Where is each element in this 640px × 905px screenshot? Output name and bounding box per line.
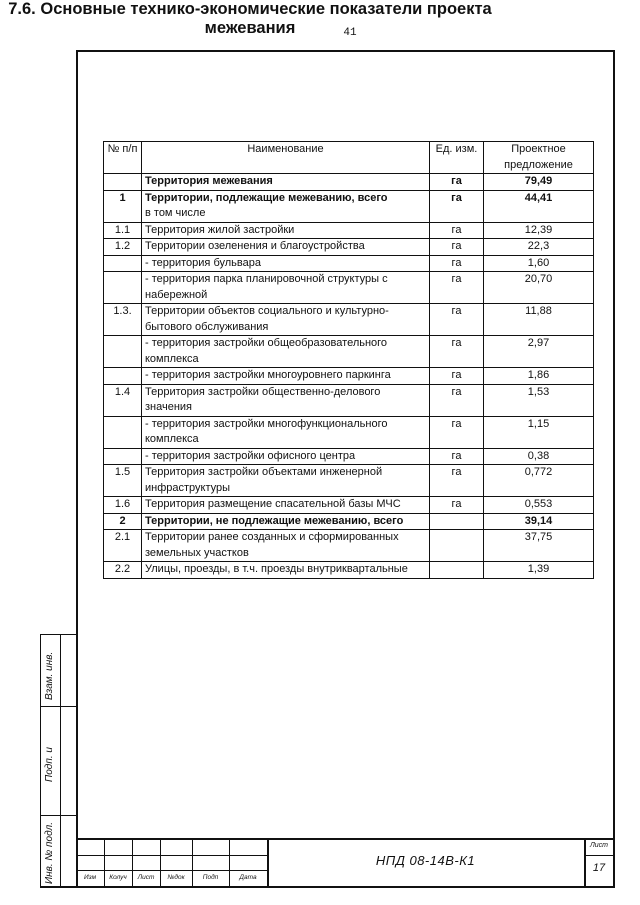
row-name-cell bbox=[142, 222, 430, 239]
row-name: - территория застройки многофункционального комплекса bbox=[145, 417, 388, 445]
row-subtext: в том числе bbox=[145, 207, 206, 219]
sheet-number: 17 bbox=[592, 862, 606, 874]
row-num: 2 bbox=[104, 513, 142, 530]
table-row bbox=[104, 465, 594, 497]
row-value: 0,772 bbox=[484, 465, 594, 497]
row-unit: га bbox=[430, 174, 484, 191]
table-row bbox=[104, 336, 594, 368]
row-num: 2.1 bbox=[104, 530, 142, 562]
table-row bbox=[104, 272, 594, 304]
row-value: 1,86 bbox=[484, 368, 594, 385]
row-value: 0,553 bbox=[484, 497, 594, 514]
stamp-divider-vzam bbox=[60, 634, 61, 707]
row-name-cell bbox=[142, 190, 430, 222]
table-row bbox=[104, 497, 594, 514]
row-num: 1.5 bbox=[104, 465, 142, 497]
row-name-cell bbox=[142, 336, 430, 368]
row-value: 1,39 bbox=[484, 562, 594, 579]
row-value: 1,53 bbox=[484, 384, 594, 416]
row-value: 20,70 bbox=[484, 272, 594, 304]
row-unit bbox=[430, 513, 484, 530]
row-name: Территории, подлежащие межеванию, всего bbox=[145, 191, 388, 204]
table-row bbox=[104, 174, 594, 191]
row-unit: га bbox=[430, 222, 484, 239]
row-value: 1,15 bbox=[484, 416, 594, 448]
row-unit: га bbox=[430, 465, 484, 497]
stamp-vzam-label: Взам. инв. bbox=[44, 651, 55, 700]
table-header-row bbox=[104, 142, 594, 174]
row-name: - территория застройки многоуровнего паркинга bbox=[145, 369, 391, 381]
tb-col-list: Лист bbox=[137, 874, 155, 881]
row-unit: га bbox=[430, 239, 484, 256]
row-num: 1 bbox=[104, 190, 142, 222]
row-name-cell bbox=[142, 530, 430, 562]
table-row bbox=[104, 530, 594, 562]
row-name: Территории, не подлежащие межеванию, всего bbox=[145, 514, 404, 527]
row-name: Территория жилой застройки bbox=[145, 223, 295, 236]
frame-right-border bbox=[613, 50, 615, 887]
stamp-podp-label: Подп. и bbox=[44, 747, 55, 782]
tb-sheet-row-line bbox=[584, 855, 614, 856]
table-row bbox=[104, 239, 594, 256]
tb-col-podp: Подп bbox=[202, 874, 219, 881]
table-row bbox=[104, 304, 594, 336]
stamp-inv-label: Инв. № подл. bbox=[44, 821, 55, 884]
row-name-cell bbox=[142, 272, 430, 304]
row-value: 0,38 bbox=[484, 448, 594, 465]
row-num: 2.2 bbox=[104, 562, 142, 579]
row-unit: га bbox=[430, 255, 484, 272]
section-title: 7.6. Основные технико-экономические показатели проекта межевания bbox=[8, 0, 492, 37]
row-name-cell bbox=[142, 448, 430, 465]
row-num bbox=[104, 368, 142, 385]
row-num bbox=[104, 174, 142, 191]
row-name-cell bbox=[142, 174, 430, 191]
row-name-cell bbox=[142, 368, 430, 385]
row-name: - территория бульвара bbox=[145, 256, 261, 269]
tb-top-line bbox=[76, 838, 614, 840]
row-name: Территория межевания bbox=[145, 175, 273, 187]
table-row bbox=[104, 448, 594, 465]
table-row bbox=[104, 562, 594, 579]
sheet-label: Лист bbox=[589, 842, 609, 849]
row-value: 1,60 bbox=[484, 255, 594, 272]
row-unit: га bbox=[430, 368, 484, 385]
row-name: Территории объектов социального и культурно-бытового обслуживания bbox=[145, 305, 389, 333]
header-unit: Ед. изм. bbox=[430, 142, 484, 174]
row-unit: га bbox=[430, 497, 484, 514]
tb-col-koluch: Колуч bbox=[109, 874, 127, 881]
row-value: 39,14 bbox=[484, 513, 594, 530]
row-num bbox=[104, 336, 142, 368]
row-name-cell bbox=[142, 255, 430, 272]
row-value: 44,41 bbox=[484, 190, 594, 222]
row-name: Улицы, проезды, в т.ч. проезды внутриквартальные bbox=[145, 563, 408, 575]
header-name: Наименование bbox=[142, 142, 430, 174]
row-name: Территория размещение спасательной базы МЧС bbox=[145, 498, 401, 510]
page-number: 41 bbox=[343, 27, 357, 39]
row-num bbox=[104, 416, 142, 448]
row-name: - территория застройки офисного центра bbox=[145, 449, 356, 462]
row-unit: га bbox=[430, 190, 484, 222]
row-num: 1.1 bbox=[104, 222, 142, 239]
row-name: Территории ранее созданных и сформированных земельных участков bbox=[145, 531, 399, 559]
table-row bbox=[104, 190, 594, 222]
row-num: 1.6 bbox=[104, 497, 142, 514]
table-row bbox=[104, 368, 594, 385]
table-row bbox=[104, 222, 594, 239]
row-unit: га bbox=[430, 336, 484, 368]
row-value: 11,88 bbox=[484, 304, 594, 336]
row-num bbox=[104, 272, 142, 304]
row-unit bbox=[430, 530, 484, 562]
header-value: Проектное предложение bbox=[484, 142, 594, 174]
row-unit bbox=[430, 562, 484, 579]
row-value: 12,39 bbox=[484, 222, 594, 239]
row-name: - территория застройки общеобразовательного комплекса bbox=[145, 337, 388, 365]
tb-col-ndok: №док bbox=[167, 874, 185, 881]
row-num: 1.3. bbox=[104, 304, 142, 336]
row-unit: га bbox=[430, 304, 484, 336]
row-unit: га bbox=[430, 448, 484, 465]
row-value: 22,3 bbox=[484, 239, 594, 256]
row-name-cell bbox=[142, 497, 430, 514]
row-num: 1.4 bbox=[104, 384, 142, 416]
table-row bbox=[104, 416, 594, 448]
stamp-divider-inv bbox=[60, 815, 61, 887]
stamp-divider-podp bbox=[60, 706, 61, 816]
row-unit: га bbox=[430, 416, 484, 448]
row-name: Территория застройки объектами инженерной инфраструктуры bbox=[145, 466, 383, 494]
header-num: № п/п bbox=[104, 142, 142, 174]
row-num bbox=[104, 448, 142, 465]
row-name-cell bbox=[142, 416, 430, 448]
table-row bbox=[104, 384, 594, 416]
table-row bbox=[104, 255, 594, 272]
row-unit: га bbox=[430, 272, 484, 304]
row-name-cell bbox=[142, 239, 430, 256]
row-name-cell bbox=[142, 304, 430, 336]
row-unit: га bbox=[430, 384, 484, 416]
row-num bbox=[104, 255, 142, 272]
row-value: 2,97 bbox=[484, 336, 594, 368]
row-name: - территория парка планировочной структуры с набережной bbox=[145, 273, 388, 301]
frame-top-border bbox=[76, 50, 614, 52]
row-value: 79,49 bbox=[484, 174, 594, 191]
frame-bottom-border bbox=[40, 886, 615, 888]
table-row bbox=[104, 513, 594, 530]
row-name: Территории озеленения и благоустройства bbox=[145, 240, 365, 252]
row-name-cell bbox=[142, 513, 430, 530]
row-name-cell bbox=[142, 465, 430, 497]
document-code: НПД 08-14В-К1 bbox=[375, 853, 476, 868]
row-name-cell bbox=[142, 384, 430, 416]
row-name: Территория застройки общественно-делового значения bbox=[145, 385, 381, 413]
tb-col-izm: Изм bbox=[83, 874, 97, 881]
row-num: 1.2 bbox=[104, 239, 142, 256]
row-name-cell bbox=[142, 562, 430, 579]
row-value: 37,75 bbox=[484, 530, 594, 562]
indicators-table bbox=[103, 141, 594, 579]
tb-col-data: Дата bbox=[239, 874, 257, 881]
